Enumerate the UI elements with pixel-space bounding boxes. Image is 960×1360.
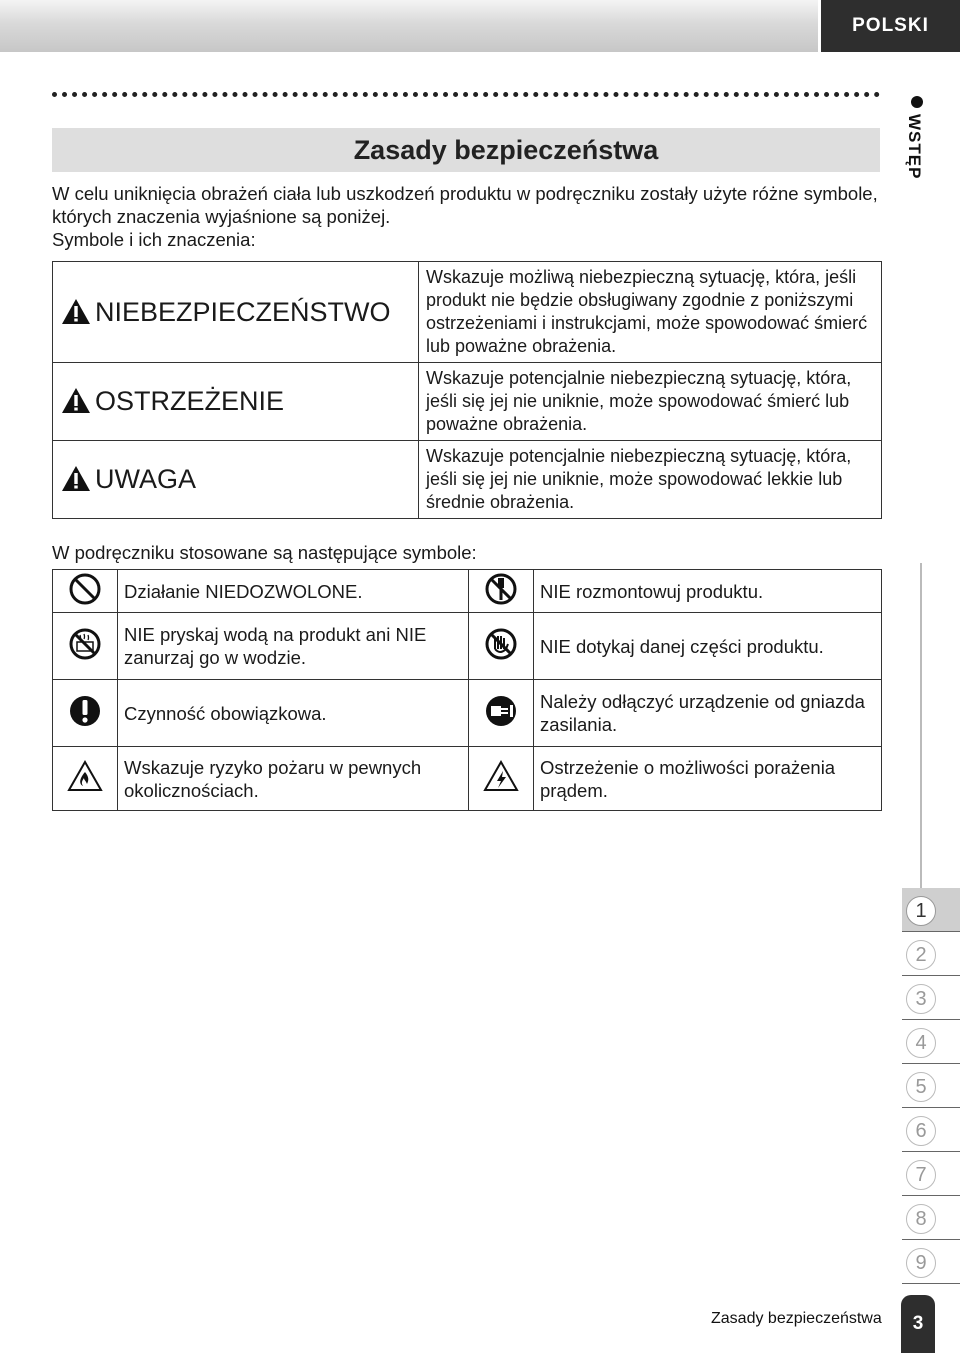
chapter-number: 9	[906, 1248, 936, 1278]
warning-triangle-icon	[61, 298, 91, 325]
chapter-number: 5	[906, 1072, 936, 1102]
table-row	[53, 363, 882, 441]
symbol-description: NIE dotykaj danej części produktu.	[534, 613, 882, 680]
mandatory-icon	[68, 694, 102, 728]
symbol-description: Wskazuje ryzyko pożaru w pewnych okolicznościach.	[118, 747, 469, 811]
bullet-icon	[911, 96, 923, 108]
header-bar	[0, 0, 818, 52]
chapter-number: 3	[906, 984, 936, 1014]
chapter-tab-3[interactable]	[902, 976, 960, 1020]
table-row	[53, 680, 882, 747]
chapter-tab-1[interactable]	[902, 888, 960, 932]
warning-triangle-icon	[61, 387, 91, 414]
chapter-index	[902, 888, 960, 1284]
symbols-table	[52, 569, 882, 811]
symbol-description: Ostrzeżenie o możliwości porażenia prądem.	[534, 747, 882, 811]
symbol-description: Należy odłączyć urządzenie od gniazda zasilania.	[534, 680, 882, 747]
table-row	[53, 747, 882, 811]
warning-label: OSTRZEŻENIE	[95, 386, 285, 416]
chapter-number: 7	[906, 1160, 936, 1190]
unplug-icon	[484, 694, 518, 728]
page-title: Zasady bezpieczeństwa	[353, 134, 659, 165]
chapter-tab-8[interactable]	[902, 1196, 960, 1240]
sidebar-rule	[920, 563, 922, 893]
table-row	[53, 262, 882, 363]
fire-hazard-icon	[67, 760, 103, 792]
danger-label: NIEBEZPIECZEŃSTWO	[95, 296, 391, 327]
dotted-divider	[52, 92, 880, 97]
chapter-tab-4[interactable]	[902, 1020, 960, 1064]
chapter-tab-7[interactable]	[902, 1152, 960, 1196]
symbols-heading: W podręczniku stosowane są następujące symbole:	[52, 542, 477, 563]
chapter-tab-9[interactable]	[902, 1240, 960, 1284]
symbol-description: NIE rozmontowuj produktu.	[534, 570, 882, 613]
no-touch-icon	[484, 627, 518, 661]
danger-description: Wskazuje możliwą niebezpieczną sytuację, która, jeśli produkt nie będzie obsługiwany zgodnie z poniższymi ostrzeżeniami i instrukcjami, może spowodować śmierć lub poważne obrażenia.	[419, 262, 882, 363]
caution-description: Wskazuje potencjalnie niebezpieczną sytuację, która, jeśli się jej nie uniknie, może spowodować lekkie lub średnie obrażenia.	[419, 441, 882, 519]
chapter-number: 8	[906, 1204, 936, 1234]
chapter-tab-5[interactable]	[902, 1064, 960, 1108]
symbol-description: Czynność obowiązkowa.	[118, 680, 469, 747]
title-banner	[52, 128, 880, 172]
intro-subheading: Symbole i ich znaczenia:	[52, 229, 256, 250]
table-row	[53, 613, 882, 680]
signal-words-table	[52, 261, 882, 519]
language-tab: POLSKI	[821, 0, 960, 52]
footer-section-name: Zasady bezpieczeństwa	[711, 1310, 882, 1327]
chapter-tab-6[interactable]	[902, 1108, 960, 1152]
symbol-description: Działanie NIEDOZWOLONE.	[118, 570, 469, 613]
no-water-icon	[68, 627, 102, 661]
chapter-tab-2[interactable]	[902, 932, 960, 976]
caution-label: UWAGA	[95, 464, 196, 494]
symbol-description: NIE pryskaj wodą na produkt ani NIE zanurzaj go w wodzie.	[118, 613, 469, 680]
prohibited-icon	[68, 572, 102, 606]
chapter-number: 1	[906, 896, 936, 926]
section-marker	[904, 96, 930, 196]
table-row	[53, 570, 882, 613]
table-row	[53, 441, 882, 519]
intro-text	[52, 182, 882, 251]
chapter-number: 4	[906, 1028, 936, 1058]
page-number: 3	[901, 1295, 935, 1353]
chapter-number: 2	[906, 940, 936, 970]
warning-description: Wskazuje potencjalnie niebezpieczną sytuację, która, jeśli się jej nie uniknie, może spowodować śmierć lub poważne obrażenia.	[419, 363, 882, 441]
warning-triangle-icon	[61, 465, 91, 492]
no-disassembly-icon	[484, 572, 518, 606]
electric-shock-icon	[483, 760, 519, 792]
intro-paragraph: W celu uniknięcia obrażeń ciała lub uszkodzeń produktu w podręczniku zostały użyte różne symbole, których znaczenia wyjaśnione są poniżej.	[52, 183, 878, 227]
chapter-number: 6	[906, 1116, 936, 1146]
section-label: WSTĘP	[905, 114, 924, 180]
